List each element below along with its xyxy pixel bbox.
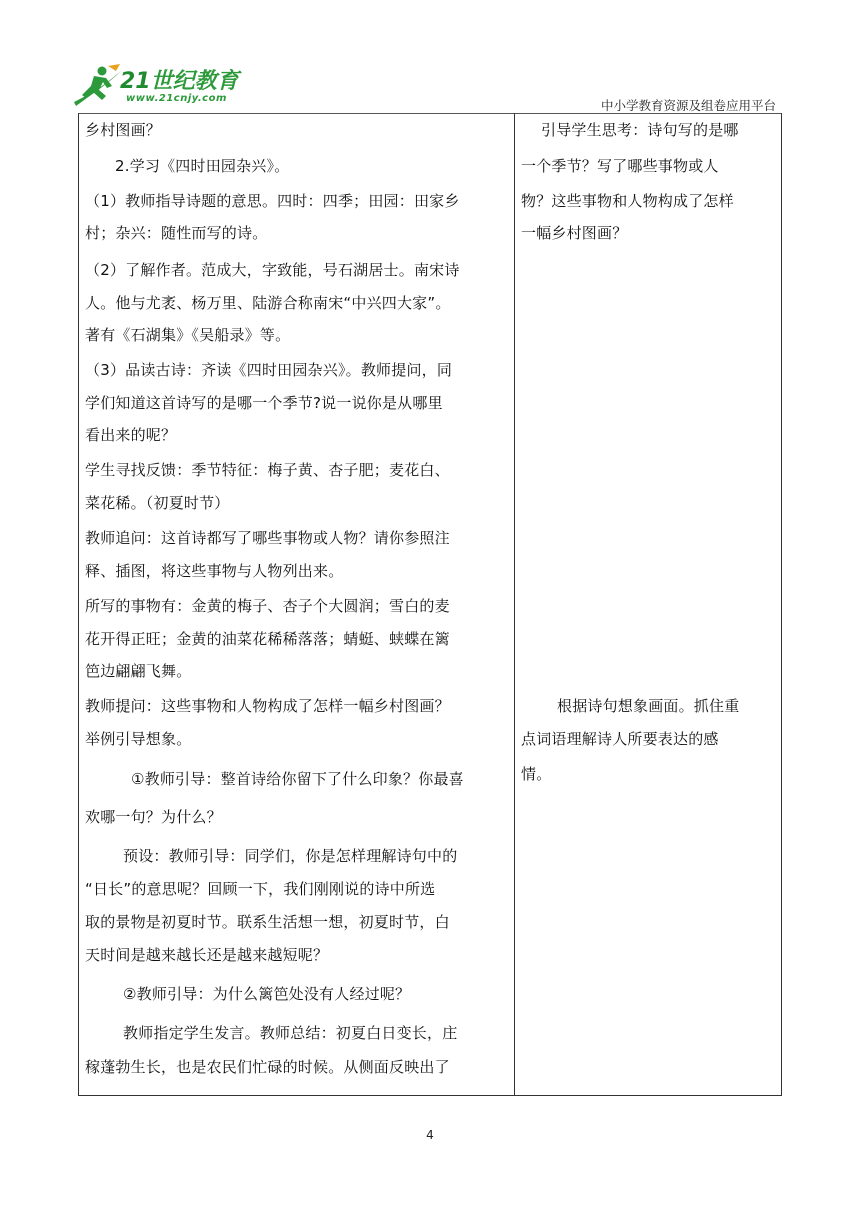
teaching-process-cell: [78, 113, 515, 1096]
left-line: 稼蓬勃生长，也是农民们忙碌的时候。从侧面反映出了: [85, 1058, 450, 1076]
left-line: 人。他与尤袤、杨万里、陆游合称南宋“中兴四大家”。: [85, 294, 451, 312]
left-line: 花开得正旺；金黄的油菜花稀稀落落；蜻蜓、蛱蝶在篱: [85, 630, 450, 648]
left-line: 笆边翩翩飞舞。: [85, 662, 192, 680]
right-line: 引导学生思考：诗句写的是哪: [541, 121, 739, 139]
left-line: （1）教师指导诗题的意思。四时：四季；田园：田家乡: [85, 192, 460, 210]
lesson-table: [78, 113, 782, 1096]
left-line: （2）了解作者。范成大，字致能，号石湖居士。南宋诗: [85, 261, 460, 279]
left-line: ①教师引导：整首诗给你留下了什么印象？你最喜: [131, 770, 464, 788]
left-line: 2.学习《四时田园杂兴》。: [115, 157, 290, 175]
left-line: 学们知道这首诗写的是哪一个季节?说一说你是从哪里: [85, 394, 443, 412]
left-line: 教师追问：这首诗都写了哪些事物或人物？请你参照注: [85, 529, 450, 547]
left-line: （3）品读古诗：齐读《四时田园杂兴》。教师提问，同: [85, 361, 453, 379]
page-header: [0, 0, 860, 118]
page-number: 4: [426, 1128, 434, 1142]
left-line: 村；杂兴：随性而写的诗。: [85, 224, 268, 242]
left-line: 教师指定学生发言。教师总结：初夏白日变长，庄: [123, 1024, 458, 1042]
runner-logo-icon: [72, 62, 124, 108]
left-line: 著有《石湖集》《吴船录》等。: [85, 326, 291, 344]
left-line: 乡村图画？: [85, 121, 162, 139]
left-line: “日长”的意思呢？回顾一下，我们刚刚说的诗中所选: [85, 880, 436, 898]
right-line: 根据诗句想象画面。抓住重: [557, 697, 740, 715]
right-line: 一个季节？写了哪些事物或人: [521, 157, 719, 175]
left-line: ②教师引导：为什么篱笆处没有人经过呢？: [123, 985, 411, 1003]
left-line: 学生寻找反馈：季节特征：梅子黄、杏子肥；麦花白、: [85, 461, 450, 479]
left-line: 取的景物是初夏时节。联系生活想一想，初夏时节，白: [85, 913, 450, 931]
left-line: 欢哪一句？为什么？: [85, 808, 222, 826]
left-line: 释、插图，将这些事物与人物列出来。: [85, 562, 344, 580]
design-intent-cell: [515, 113, 782, 1096]
right-line: 情。: [521, 765, 552, 783]
left-line: 教师提问：这些事物和人物构成了怎样一幅乡村图画？: [85, 697, 450, 715]
left-line: 预设：教师引导：同学们，你是怎样理解诗句中的: [123, 847, 458, 865]
left-line: 天时间是越来越长还是越来越短呢？: [85, 946, 329, 964]
logo: [72, 62, 272, 108]
logo-wordmark: 21世纪教育: [120, 69, 239, 94]
left-line: 所写的事物有：金黄的梅子、杏子个大圆润；雪白的麦: [85, 597, 450, 615]
header-tagline: 中小学教育资源及组卷应用平台: [600, 98, 776, 113]
left-line: 菜花稀。（初夏时节）: [85, 494, 230, 512]
logo-url: www.21cnjy.com: [126, 93, 227, 104]
right-line: 点词语理解诗人所要表达的感: [521, 730, 719, 748]
left-line: 举例引导想象。: [85, 730, 192, 748]
right-line: 一幅乡村图画？: [521, 224, 628, 242]
left-line: 看出来的呢？: [85, 426, 177, 444]
right-line: 物？这些事物和人物构成了怎样: [521, 192, 734, 210]
